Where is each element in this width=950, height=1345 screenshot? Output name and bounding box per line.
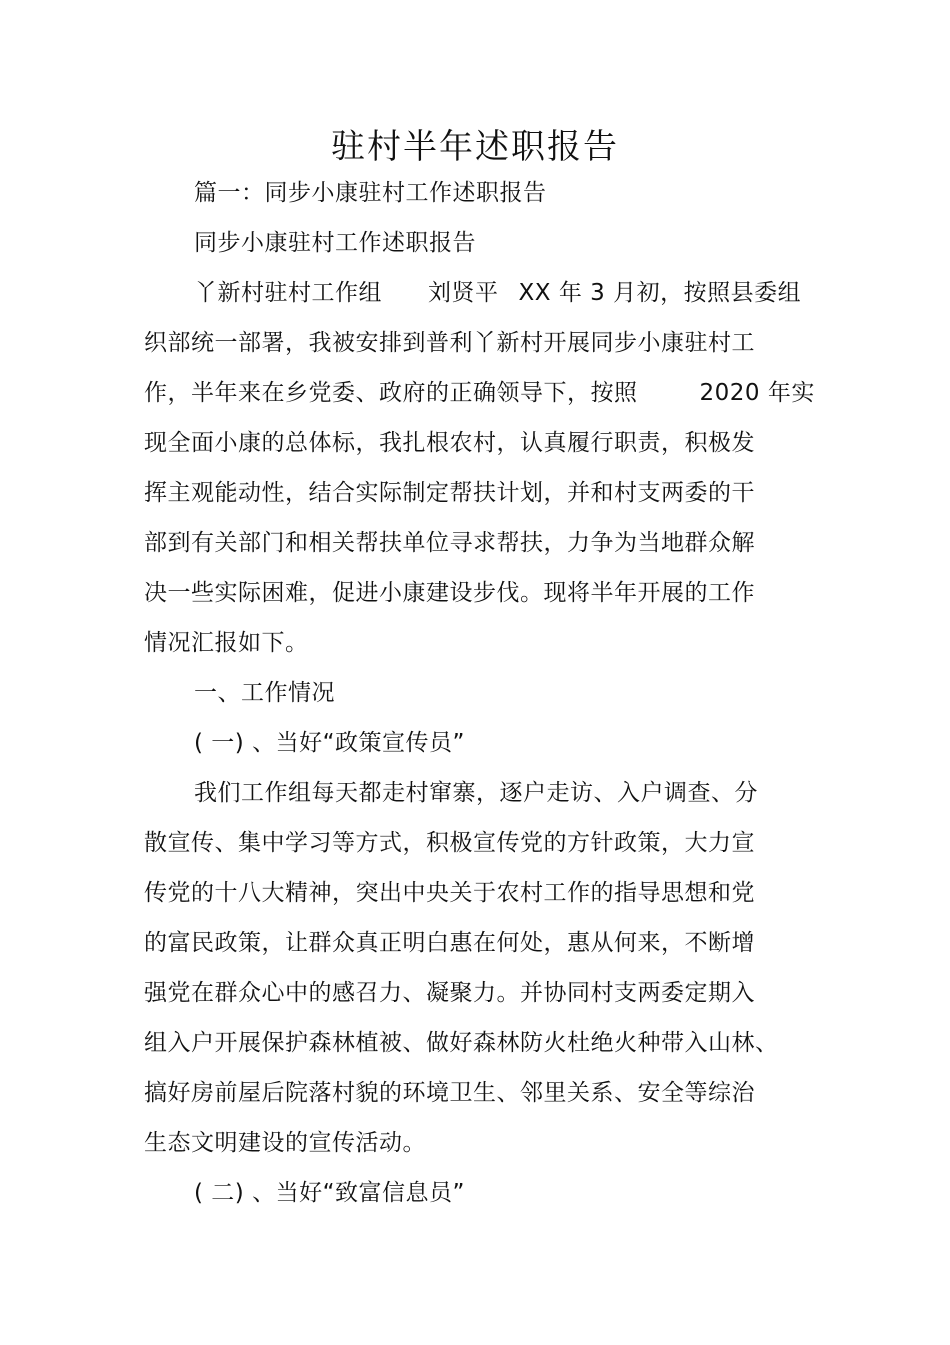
section-heading: 一、工作情况 [194,680,335,706]
paragraph-line [144,378,815,408]
paragraph-line: 我们工作组每天都走村窜寨，逐户走访、入户调查、分 [194,780,758,806]
paragraph-line: 挥主观能动性，结合实际制定帮扶计划，并和村支两委的干 [144,480,755,506]
paragraph-line: 强党在群众心中的感召力、凝聚力。并协同村支两委定期入 [144,980,755,1006]
year-text: 2020 年实 [699,380,815,406]
paragraph-line: 的富民政策，让群众真正明白惠在何处，惠从何来，不断增 [144,930,755,956]
paragraph-line: 生态文明建设的宣传活动。 [144,1130,426,1156]
paragraph-line: 组入户开展保护森林植被、做好森林防火杜绝火种带入山林、 [144,1030,779,1056]
paragraph-line: 传党的十八大精神，突出中央关于农村工作的指导思想和党 [144,880,755,906]
subtitle: 篇一：同步小康驻村工作述职报告 [194,180,547,206]
paragraph-line: 部到有关部门和相关帮扶单位寻求帮扶，力争为当地群众解 [144,530,755,556]
paragraph-line: 情况汇报如下。 [144,630,309,656]
paragraph-line: 现全面小康的总体标，我扎根农村，认真履行职责，积极发 [144,430,755,456]
section-heading: 同步小康驻村工作述职报告 [194,230,476,256]
paragraph-line: 散宣传、集中学习等方式，积极宣传党的方针政策，大力宣 [144,830,755,856]
paragraph-line: 决一些实际困难，促进小康建设步伐。现将半年开展的工作 [144,580,755,606]
date-text: XX 年 3 月初，按照县委组 [518,280,802,306]
subsection-heading: ( 一) 、当好“政策宣传员” [194,730,465,756]
subsection-heading: ( 二) 、当好“致富信息员” [194,1180,465,1206]
work-group-name: 丫新村驻村工作组 [194,280,382,306]
author-name: 刘贤平 [428,280,499,306]
paragraph-line: 搞好房前屋后院落村貌的环境卫生、邻里关系、安全等综治 [144,1080,755,1106]
paragraph-line: 织部统一部署，我被安排到普利丫新村开展同步小康驻村工 [144,330,755,356]
text-segment: 作，半年来在乡党委、政府的正确领导下，按照 [144,380,638,406]
document-title: 驻村半年述职报告 [331,127,619,167]
paragraph-line [194,278,801,308]
